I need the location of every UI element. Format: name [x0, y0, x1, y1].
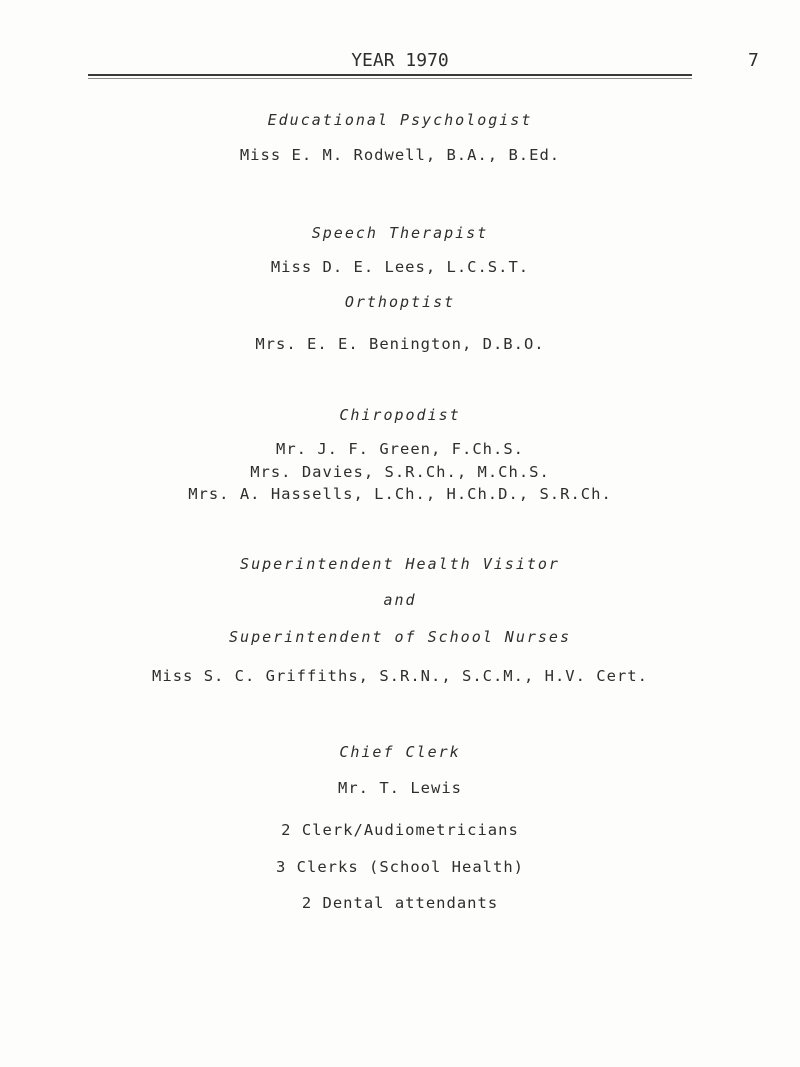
staff-name: Miss S. C. Griffiths, S.R.N., S.C.M., H.V. Cert.: [152, 667, 648, 685]
section-heading-superintendent-health-visitor: Superintendent Health Visitor: [240, 555, 560, 573]
header-rule: [88, 74, 692, 76]
staff-name: Miss E. M. Rodwell, B.A., B.Ed.: [239, 146, 561, 164]
staff-count-line: 3 Clerks (School Health): [276, 858, 524, 876]
staff-count-line: 2 Clerk/Audiometricians: [281, 821, 519, 839]
section-heading-and: and: [383, 591, 417, 609]
staff-name: Mr. J. F. Green, F.Ch.S.: [276, 440, 524, 458]
page-header-title: YEAR 1970: [351, 50, 449, 71]
section-heading-speech-therapist: Speech Therapist: [311, 224, 489, 242]
staff-name: Mrs. E. E. Benington, D.B.O.: [255, 335, 545, 353]
section-heading-educational-psychologist: Educational Psychologist: [267, 111, 533, 129]
staff-name: Mrs. Davies, S.R.Ch., M.Ch.S.: [250, 463, 550, 481]
staff-name: Mr. T. Lewis: [338, 779, 462, 797]
staff-count-line: 2 Dental attendants: [301, 894, 499, 912]
section-heading-chief-clerk: Chief Clerk: [339, 743, 461, 761]
header-rule-thin: [88, 78, 692, 79]
page-number: 7: [748, 50, 759, 71]
section-heading-superintendent-school-nurses: Superintendent of School Nurses: [229, 628, 571, 646]
section-heading-chiropodist: Chiropodist: [339, 406, 461, 424]
staff-name: Miss D. E. Lees, L.C.S.T.: [270, 258, 530, 276]
staff-name: Mrs. A. Hassells, L.Ch., H.Ch.D., S.R.Ch.: [188, 485, 612, 503]
section-heading-orthoptist: Orthoptist: [344, 293, 456, 311]
